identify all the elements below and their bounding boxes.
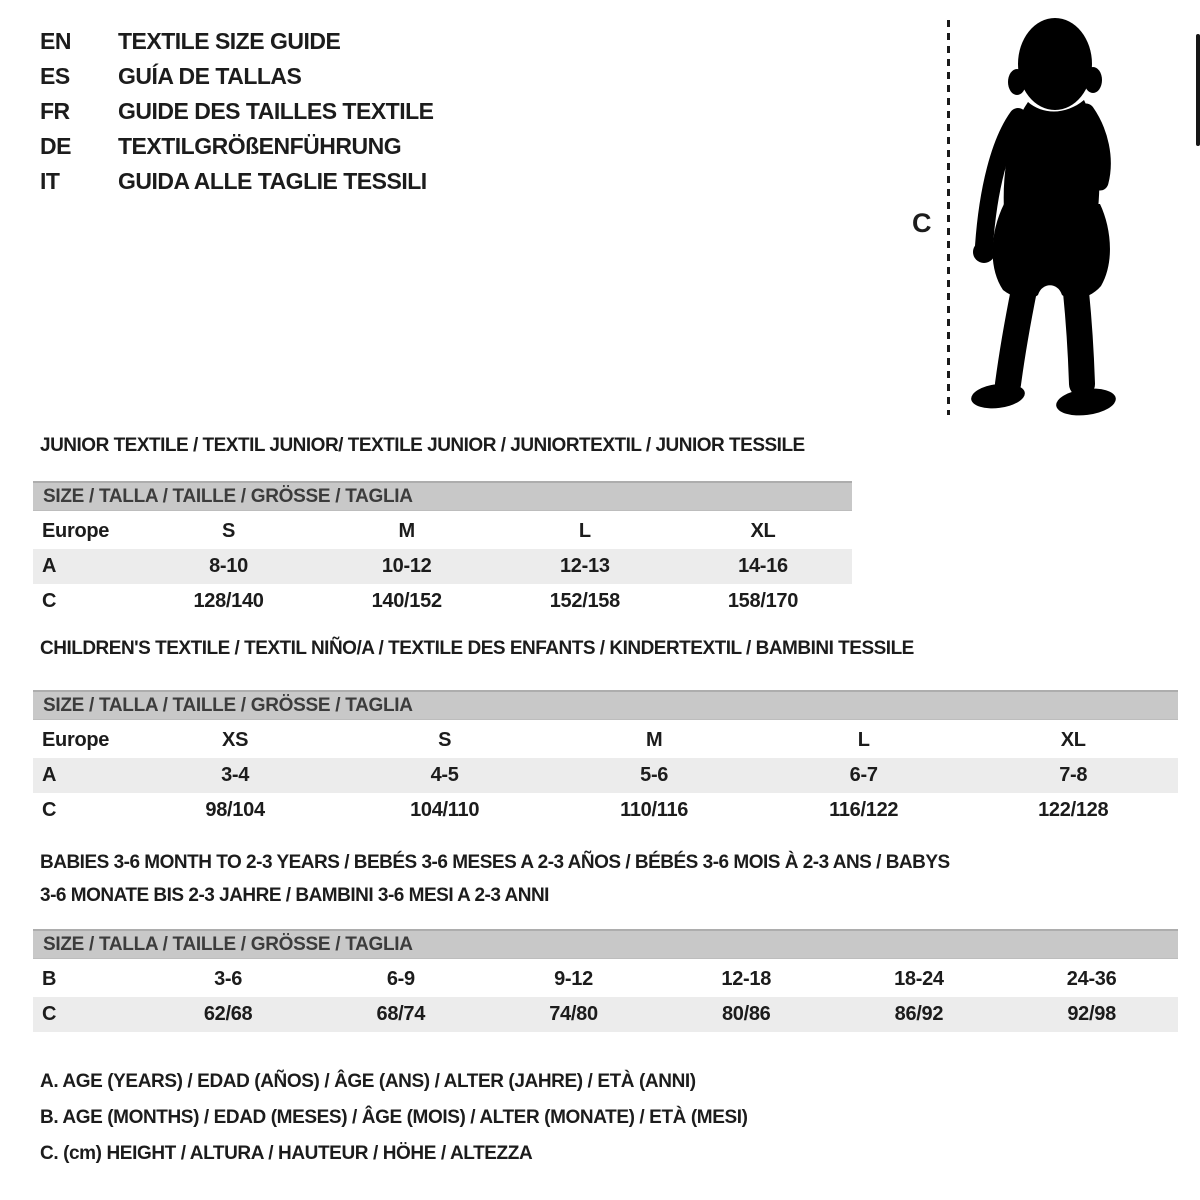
table-cell: 24-36 bbox=[1066, 968, 1117, 990]
language-code: ES bbox=[40, 63, 70, 89]
table-cell: 9-12 bbox=[554, 968, 593, 990]
table-cell: M bbox=[398, 520, 415, 542]
table-cell: 122/128 bbox=[1038, 799, 1109, 821]
table-cell: 10-12 bbox=[381, 555, 432, 577]
table-row bbox=[33, 997, 1178, 1032]
table-cell: 86/92 bbox=[894, 1003, 944, 1025]
table-cell: 18-24 bbox=[894, 968, 944, 990]
table-row bbox=[33, 549, 852, 584]
table-cell: 3-4 bbox=[221, 764, 250, 786]
size-table bbox=[33, 962, 1178, 1032]
toddler-silhouette-icon bbox=[958, 14, 1140, 418]
row-label: C bbox=[42, 799, 57, 821]
table-cell: 152/158 bbox=[549, 590, 620, 612]
table-row bbox=[33, 584, 852, 619]
table-cell: 12-13 bbox=[559, 555, 610, 577]
legend bbox=[40, 1064, 748, 1172]
table-cell: 110/116 bbox=[620, 799, 689, 821]
legend-line: C. (cm) HEIGHT / ALTURA / HAUTEUR / HÖHE / ALTEZZA bbox=[40, 1143, 533, 1164]
language-code: DE bbox=[40, 133, 71, 159]
legend-line: A. AGE (YEARS) / EDAD (AÑOS) / ÂGE (ANS) / ALTER (JAHRE) / ETÀ (ANNI) bbox=[40, 1071, 696, 1092]
table-cell: S bbox=[438, 729, 452, 751]
table-cell: 80/86 bbox=[721, 1003, 771, 1025]
section-title: BABIES 3-6 MONTH TO 2-3 YEARS / BEBÉS 3-6 MESES A 2-3 AÑOS / BÉBÉS 3-6 MOIS À 2-3 ANS / BABYS 3-6 MONATE BIS 2-3 JAHRE / BAMBINI 3-6 MESI A 2-3 ANNI bbox=[40, 852, 950, 906]
legend-line: B. AGE (MONTHS) / EDAD (MESES) / ÂGE (MOIS) / ALTER (MONATE) / ETÀ (MESI) bbox=[40, 1107, 748, 1128]
table-cell: XS bbox=[222, 729, 249, 751]
table-row bbox=[33, 758, 1178, 793]
row-label: C bbox=[42, 590, 57, 612]
table-cell: 74/80 bbox=[549, 1003, 598, 1025]
table-cell: 4-5 bbox=[430, 764, 459, 786]
section-children-textile bbox=[33, 638, 1178, 828]
table-cell: 128/140 bbox=[193, 590, 264, 612]
table-row bbox=[33, 962, 1178, 997]
height-measure-dashed-line bbox=[947, 20, 950, 415]
table-cell: 104/110 bbox=[410, 799, 480, 821]
row-label: A bbox=[42, 555, 57, 577]
table-cell: XL bbox=[1060, 729, 1086, 751]
table-cell: 12-18 bbox=[721, 968, 772, 990]
table-cell: 62/68 bbox=[203, 1003, 253, 1025]
table-cell: 6-7 bbox=[849, 764, 878, 786]
table-cell: 5-6 bbox=[640, 764, 669, 786]
size-header-bar: SIZE / TALLA / TAILLE / GRÖSSE / TAGLIA bbox=[33, 690, 1178, 720]
section-junior-textile bbox=[33, 435, 852, 619]
table-row bbox=[33, 793, 1178, 828]
size-header-bar: SIZE / TALLA / TAILLE / GRÖSSE / TAGLIA bbox=[33, 929, 1178, 959]
language-label: GUÍA DE TALLAS bbox=[118, 63, 302, 89]
section-title: JUNIOR TEXTILE / TEXTIL JUNIOR/ TEXTILE JUNIOR / JUNIORTEXTIL / JUNIOR TESSILE bbox=[40, 435, 805, 456]
language-label: GUIDA ALLE TAGLIE TESSILI bbox=[118, 168, 427, 194]
section-babies-textile bbox=[33, 846, 1178, 1032]
row-label: A bbox=[42, 764, 57, 786]
language-row bbox=[40, 129, 434, 164]
table-cell: XL bbox=[750, 520, 776, 542]
table-cell: 140/152 bbox=[371, 590, 442, 612]
table-cell: 14-16 bbox=[738, 555, 788, 577]
table-cell: L bbox=[578, 520, 591, 542]
table-cell: 68/74 bbox=[376, 1003, 426, 1025]
table-row bbox=[33, 514, 852, 549]
size-header-bar: SIZE / TALLA / TAILLE / GRÖSSE / TAGLIA bbox=[33, 481, 852, 511]
row-label: Europe bbox=[42, 520, 110, 542]
language-list bbox=[40, 24, 434, 199]
row-label: Europe bbox=[42, 729, 110, 751]
language-label: TEXTILE SIZE GUIDE bbox=[118, 28, 341, 54]
size-table bbox=[33, 723, 1178, 828]
row-label: C bbox=[42, 1003, 57, 1025]
language-row bbox=[40, 59, 434, 94]
table-cell: M bbox=[645, 729, 663, 751]
table-cell: 158/170 bbox=[727, 590, 799, 612]
language-label: TEXTILGRÖßENFÜHRUNG bbox=[118, 133, 402, 159]
language-row bbox=[40, 94, 434, 129]
height-measure-label: C bbox=[912, 208, 932, 238]
language-code: EN bbox=[40, 28, 71, 54]
table-cell: S bbox=[222, 520, 236, 542]
table-cell: 116/122 bbox=[829, 799, 899, 821]
table-cell: 8-10 bbox=[209, 555, 248, 577]
language-row bbox=[40, 24, 434, 59]
table-cell: 6-9 bbox=[386, 968, 415, 990]
language-row bbox=[40, 164, 434, 199]
table-row bbox=[33, 723, 1178, 758]
row-label: B bbox=[42, 968, 57, 990]
language-label: GUIDE DES TAILLES TEXTILE bbox=[118, 98, 434, 124]
size-table bbox=[33, 514, 852, 619]
table-cell: L bbox=[857, 729, 870, 751]
table-cell: 98/104 bbox=[205, 799, 265, 821]
section-title: CHILDREN'S TEXTILE / TEXTIL NIÑO/A / TEXTILE DES ENFANTS / KINDERTEXTIL / BAMBINI TESSILE bbox=[40, 638, 914, 659]
table-cell: 3-6 bbox=[214, 968, 243, 990]
table-cell: 92/98 bbox=[1067, 1003, 1116, 1025]
language-code: FR bbox=[40, 98, 70, 124]
table-cell: 7-8 bbox=[1059, 764, 1088, 786]
right-edge-artifact-line bbox=[1196, 34, 1200, 146]
language-code: IT bbox=[40, 168, 60, 194]
